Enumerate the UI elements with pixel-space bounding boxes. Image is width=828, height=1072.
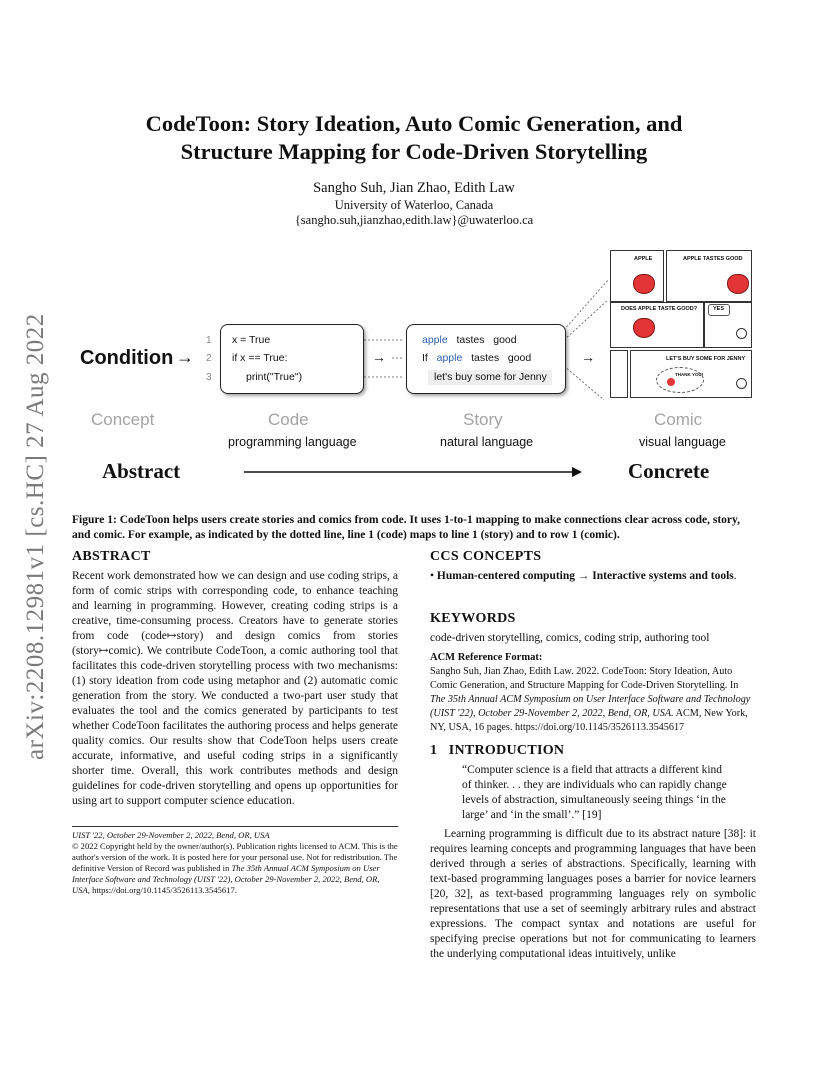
column-comic: Comic <box>654 410 703 429</box>
footnote <box>72 830 398 896</box>
ccs-text: • Human-centered computing → Interactive systems and tools. <box>430 570 737 582</box>
line-number: 3 <box>206 372 212 383</box>
right-arrow-icon: → <box>372 349 386 365</box>
keywords-heading: KEYWORDS <box>430 611 516 626</box>
condition-label: Condition <box>80 347 174 369</box>
keywords-text: code-driven storytelling, comics, coding strip, authoring tool <box>430 632 710 644</box>
figure-caption: Figure 1: CodeToon helps users create stories and comics from code. It uses 1-to-1 mapping to make connections clear across code, story, and comic. For example, as indicated by the dotted line, line 1 (code) maps to line 1 (story) and to row 1 (comic). <box>72 514 741 541</box>
story-word: good <box>507 352 532 364</box>
story-line-1 <box>422 334 517 346</box>
concrete-word: Concrete <box>628 459 710 483</box>
acm-ref-text: Sangho Suh, Jian Zhao, Edith Law. 2022. CodeToon: Story Ideation, Auto Comic Generation, and Structure Mapping for Code-Driven Storytelling. In The 35th Annual ACM Symposium on User Interface Software and Technology (UIST '22), October 29-November 2, 2022, Bend, OR, USA. ACM, New York, NY, USA, 16 pages. https://doi.org/10.1145/3526113.3545617 <box>430 666 751 733</box>
thought-bubble <box>656 367 704 393</box>
apple-icon <box>727 274 749 294</box>
character-face-icon <box>736 378 747 389</box>
story-word: tastes <box>471 352 500 364</box>
code-line: print("True") <box>246 371 303 383</box>
code-line: if x == True: <box>232 352 288 364</box>
story-word: tastes <box>456 334 485 346</box>
authors: Sangho Suh, Jian Zhao, Edith Law <box>313 180 515 196</box>
comic-text: LET'S BUY SOME FOR JENNY <box>666 356 746 362</box>
story-word: If <box>422 352 428 364</box>
apple-icon <box>633 274 655 294</box>
right-arrow-icon: → <box>176 347 194 367</box>
footnote-venue: UIST '22, October 29-November 2, 2022, Bend, OR, USA <box>72 830 270 840</box>
code-line: x = True <box>232 334 271 346</box>
affiliation: University of Waterloo, Canada <box>334 198 494 212</box>
footnote-copyright: © 2022 Copyright held by the owner/author(s). Publication rights licensed to ACM. This is the author's version of the work. It is posted here for your personal use. Not for redistribution. The definitive Version of Record was published in The 35th Annual ACM Symposium on User Interface Software and Technology (UIST '22), October 29-November 2, 2022, Bend, OR, USA, https://doi.org/10.1145/3526113.3545617. <box>72 841 398 895</box>
column-comic-sub: visual language <box>639 435 726 449</box>
abstract-heading: ABSTRACT <box>72 549 151 564</box>
story-line-2 <box>422 352 531 364</box>
story-word: apple <box>436 352 463 364</box>
footnote-rule <box>72 826 398 827</box>
comic-text: APPLE TASTES GOOD <box>683 256 743 262</box>
column-story-sub: natural language <box>440 435 534 449</box>
story-word: good <box>493 334 517 346</box>
acm-ref-heading: ACM Reference Format: <box>430 652 543 663</box>
column-code: Code <box>268 410 309 429</box>
column-story: Story <box>463 410 503 429</box>
arxiv-identifier: arXiv:2208.12981v1 [cs.HC] 27 Aug 2022 <box>22 313 49 760</box>
comic-text: DOES APPLE TASTE GOOD? <box>621 306 698 312</box>
column-code-sub: programming language <box>228 435 357 449</box>
story-word: apple <box>422 334 448 346</box>
column-concept: Concept <box>91 410 155 429</box>
intro-heading: 1 INTRODUCTION <box>430 743 565 758</box>
apple-icon <box>633 318 655 338</box>
abstract-word: Abstract <box>102 459 181 483</box>
intro-text: Learning programming is difficult due to its abstract nature [38]: it requires learning concepts and programming languages that have been derived through a series of abstractions. Specifically, learning with text-based programming languages poses a barrier for novice learners [20, 32], as text-based programming languages rely on symbolic representations that use a set of seemingly arbitrary rules and abstract expressions. The compact syntax and notations are useful for specifying precise operations but not for communicating to learners the underlying computational ideas intuitively, unlike <box>430 828 756 960</box>
story-line-3: let's buy some for Jenny <box>434 371 547 383</box>
abstract-text: Recent work demonstrated how we can design and use coding strips, a form of comic strips with corresponding code, to enhance teaching and learning in programming. However, creating coding strips is a creative, time-consuming process. Creators have to generate stories from code (code↦story) and design comics from stories (story↦comic). We contribute CodeToon, a comic authoring tool that facilitates this code-driven storytelling process with two mechanisms: (1) story ideation from code using metaphor and (2) automatic comic generation from the story. We conducted a two-part user study that evaluates the tool and the comics generated by participants to test whether CodeToon facilitates the authoring process and helps generate quality comics. Our results show that CodeToon helps users create accurate, informative, and useful coding strips in a significantly shorter time. Overall, this work contributes methods and design guidelines for code-driven storytelling and opens up opportunities for using art to support computer science education. <box>72 570 398 807</box>
comic-text: APPLE <box>634 256 653 262</box>
ccs-heading: CCS CONCEPTS <box>430 549 542 564</box>
character-face-icon <box>736 328 747 339</box>
line-number: 2 <box>206 353 212 364</box>
title-line-2: Structure Mapping for Code-Driven Storytelling <box>180 139 648 164</box>
comic-text: THANK YOU! <box>675 372 704 377</box>
right-arrow-icon: → <box>581 349 595 365</box>
email: {sangho.suh,jianzhao,edith.law}@uwaterloo.ca <box>294 213 534 227</box>
comic-text: YES <box>713 306 725 312</box>
apple-icon <box>667 378 675 386</box>
comic-panel-5 <box>610 350 628 398</box>
title-line-1: CodeToon: Story Ideation, Auto Comic Generation, and <box>145 111 683 136</box>
intro-quote: “Computer science is a field that attracts a different kind of thinker. . . they are individuals who can rapidly change levels of abstraction, simultaneously seeing things ‘in the large’ and ‘in the small’.” [19] <box>462 764 727 821</box>
line-number: 1 <box>206 335 212 346</box>
